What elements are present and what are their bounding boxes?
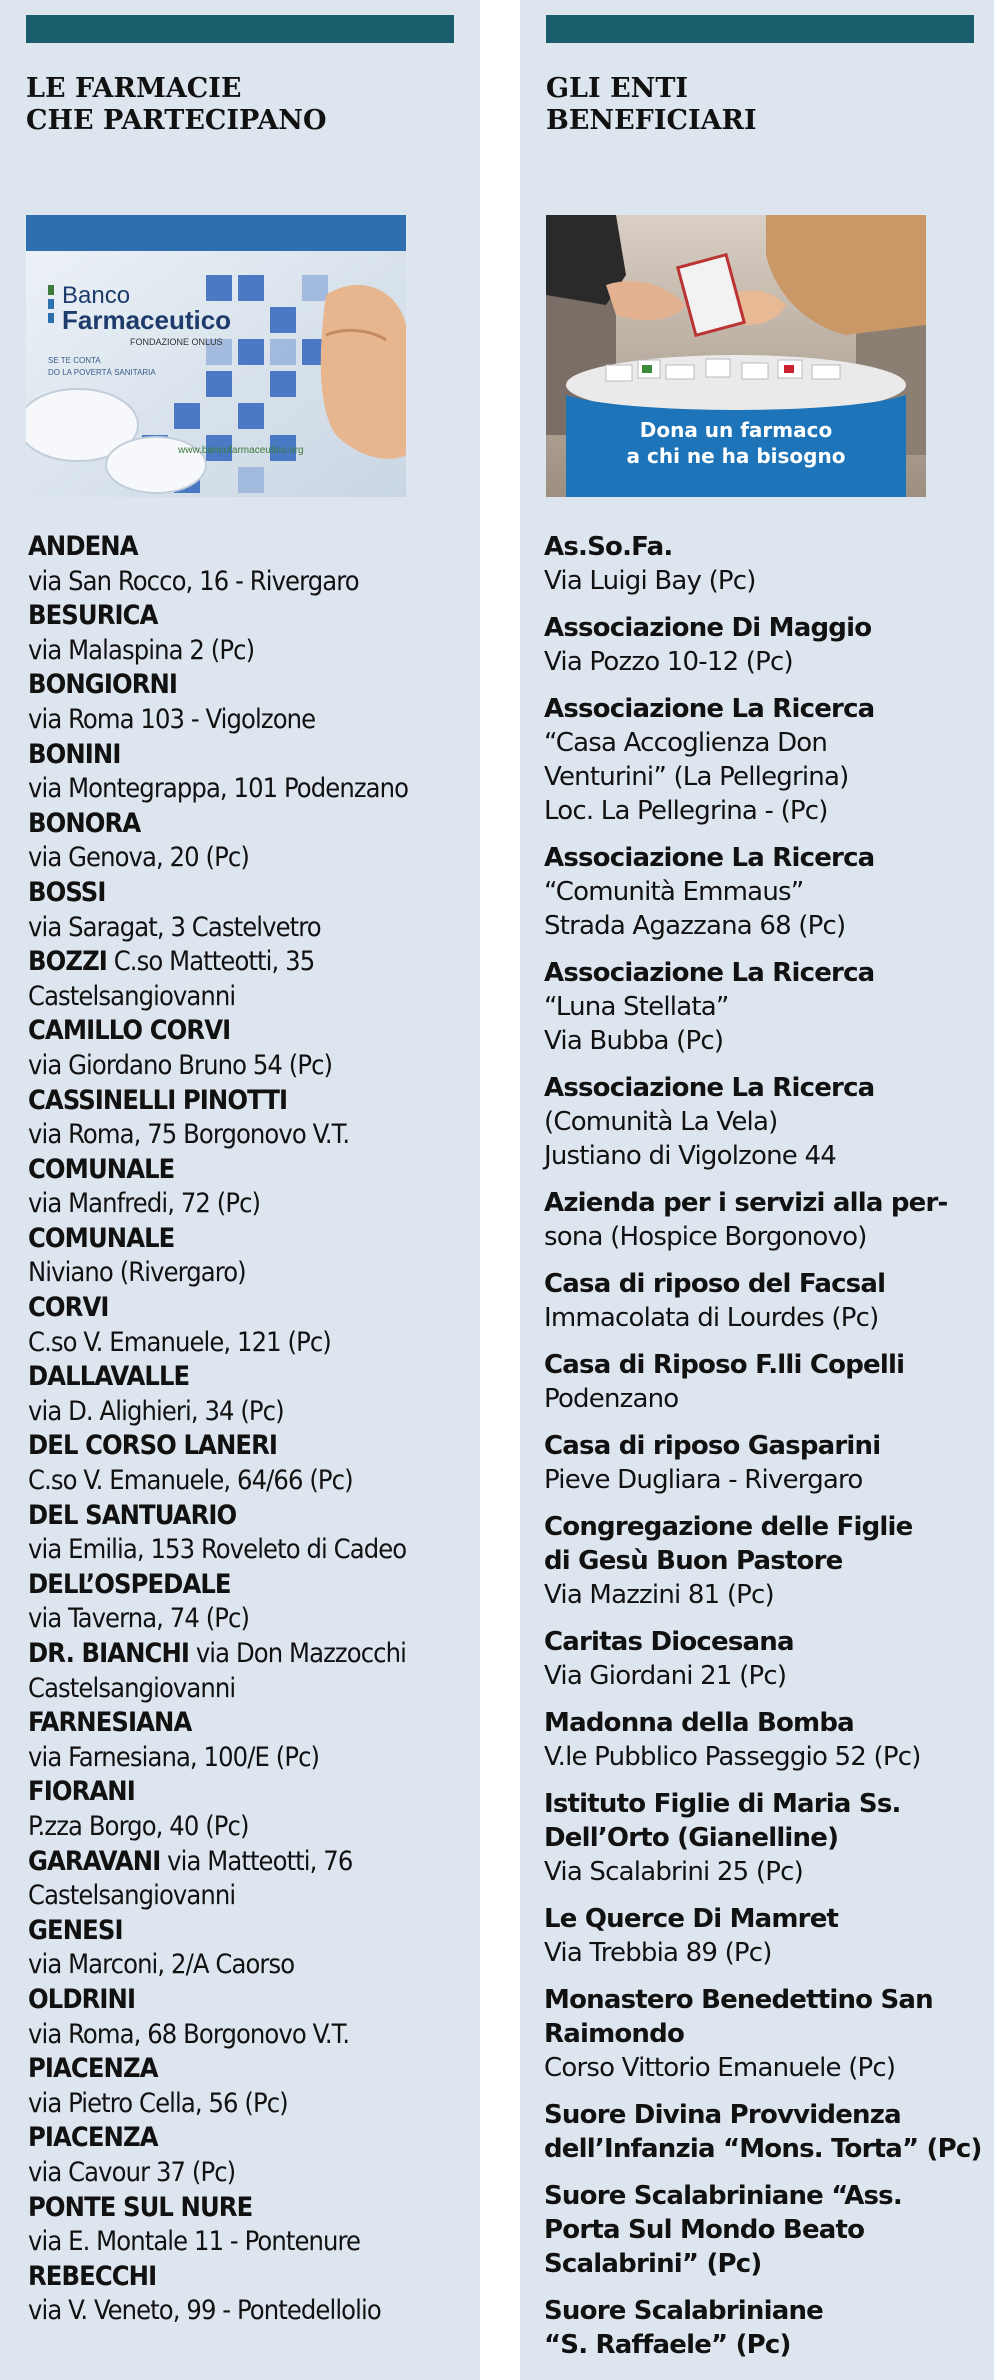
brand-line2: Farmaceutico	[62, 305, 232, 335]
pharmacy-name: GARAVANI	[28, 1845, 161, 1877]
beneficiary-name: Caritas Diocesana	[544, 1627, 794, 1657]
beneficiary-address: Venturini” (La Pellegrina)	[544, 762, 849, 792]
pharmacy-address: C.so V. Emanuele, 64/66 (Pc)	[28, 1465, 353, 1497]
pharmacy-address: via Emilia, 153 Roveleto di Cadeo	[28, 1534, 407, 1566]
pharmacy-name: FARNESIANA	[28, 1707, 192, 1739]
pharmacy-address: via E. Montale 11 - Pontenure	[28, 2226, 361, 2258]
heading-line: CHE PARTECIPANO	[26, 105, 327, 136]
pharmacy-address: via Roma 103 - Vigolzone	[28, 703, 316, 735]
beneficiary-name: Associazione La Ricerca	[544, 958, 875, 988]
pharmacy-name: BONGIORNI	[28, 669, 178, 701]
beneficiary-address: sona (Hospice Borgonovo)	[544, 1222, 867, 1252]
beneficiary-name: Associazione La Ricerca	[544, 1073, 875, 1103]
pharmacy-name: ANDENA	[28, 531, 138, 562]
beneficiary-name: Suore Divina Provvidenza	[544, 2100, 901, 2130]
beneficiary-entry	[544, 530, 984, 598]
beneficiary-name: Casa di riposo del Facsal	[544, 1269, 886, 1299]
pharmacy-address: via Roma, 68 Borgonovo V.T.	[28, 2018, 350, 2050]
beneficiary-address: Via Bubba (Pc)	[544, 1026, 724, 1056]
beneficiary-address: Corso Vittorio Emanuele (Pc)	[544, 2053, 896, 2083]
beneficiary-entry	[544, 611, 984, 679]
beneficiary-entry	[544, 1983, 984, 2085]
beneficiary-entry	[544, 956, 984, 1058]
pharmacy-address: via Marconi, 2/A Caorso	[28, 1949, 295, 1981]
pharmacy-address: Niviano (Rivergaro)	[28, 1257, 246, 1289]
pharmacy-address: via Roma, 75 Borgonovo V.T.	[28, 1119, 350, 1151]
beneficiary-name: As.So.Fa.	[544, 532, 673, 562]
pharmacy-name: DEL CORSO LANERI	[28, 1430, 278, 1462]
beneficiary-name: Istituto Figlie di Maria Ss.	[544, 1789, 901, 1819]
beneficiary-entry	[544, 2294, 984, 2362]
pharmacy-address: Castelsangiovanni	[28, 1880, 236, 1912]
pharmacies-heading	[26, 73, 446, 137]
pharmacy-address: via Matteotti, 76	[160, 1845, 353, 1877]
heading-line: LE FARMACIE	[26, 73, 242, 104]
beneficiary-address: “Comunità Emmaus”	[544, 877, 804, 907]
pharmacy-address: via Manfredi, 72 (Pc)	[28, 1188, 261, 1220]
pharmacy-address: via Saragat, 3 Castelvetro	[28, 911, 321, 943]
beneficiary-address: Justiano di Vigolzone 44	[544, 1141, 836, 1171]
beneficiary-name: Associazione La Ricerca	[544, 694, 875, 724]
pharmacy-name: BOZZI	[28, 946, 107, 978]
beneficiary-name: Porta Sul Mondo Beato	[544, 2215, 865, 2245]
beneficiary-name: Scalabrini” (Pc)	[544, 2249, 762, 2279]
pharmacy-name: BOSSI	[28, 876, 106, 908]
pharmacy-address: C.so V. Emanuele, 121 (Pc)	[28, 1326, 331, 1358]
pharmacy-name: DELL’OSPEDALE	[28, 1568, 231, 1600]
pharmacy-name: DR. BIANCHI	[28, 1638, 190, 1669]
beneficiary-entry	[544, 692, 984, 828]
beneficiary-name: Suore Scalabriniane “Ass.	[544, 2181, 902, 2211]
pharmacy-name: REBECCHI	[28, 2260, 157, 2292]
beneficiary-entry	[544, 1071, 984, 1173]
pharmacy-name: PONTE SUL NURE	[28, 2191, 253, 2223]
beneficiary-address: Via Scalabrini 25 (Pc)	[544, 1857, 803, 1887]
beneficiary-entry	[544, 1625, 984, 1693]
pharmacy-name: CAMILLO CORVI	[28, 1015, 231, 1047]
pharmacy-address: P.zza Borgo, 40 (Pc)	[28, 1810, 249, 1842]
pharmacy-address: Castelsangiovanni	[28, 1672, 236, 1704]
pharmacy-name: COMUNALE	[28, 1222, 175, 1254]
pharmacy-name: PIACENZA	[28, 2053, 158, 2085]
beneficiary-entry	[544, 1429, 984, 1497]
beneficiary-name: Congregazione delle Figlie	[544, 1512, 913, 1542]
beneficiary-entry	[544, 2179, 984, 2281]
beneficiary-name: Casa di riposo Gasparini	[544, 1431, 881, 1461]
brand-sub: FONDAZIONE ONLUS	[130, 337, 223, 347]
banner-line2: a chi ne ha bisogno	[626, 444, 846, 468]
beneficiary-name: Associazione Di Maggio	[544, 613, 872, 643]
beneficiary-entry	[544, 1510, 984, 1612]
pharmacy-name: BONINI	[28, 738, 121, 770]
pharmacy-entry-inline	[28, 1637, 468, 1672]
pharmacy-address: via Cavour 37 (Pc)	[28, 2156, 236, 2188]
beneficiary-list	[544, 530, 984, 2375]
pharmacy-name: CASSINELLI PINOTTI	[28, 1084, 288, 1116]
beneficiary-name: Associazione La Ricerca	[544, 843, 875, 873]
pharmacy-name: BESURICA	[28, 600, 158, 632]
pharmacy-name: COMUNALE	[28, 1153, 175, 1185]
beneficiary-address: Via Giordani 21 (Pc)	[544, 1661, 787, 1691]
beneficiaries-heading	[546, 73, 966, 137]
pharmacy-name: DALLAVALLE	[28, 1361, 190, 1393]
pharmacy-address: via Farnesiana, 100/E (Pc)	[28, 1741, 320, 1773]
pharmacy-address: via San Rocco, 16 - Rivergaro	[28, 565, 359, 597]
beneficiary-name: dell’Infanzia “Mons. Torta” (Pc)	[544, 2134, 982, 2164]
donation-photo	[546, 215, 926, 497]
beneficiary-address: Strada Agazzana 68 (Pc)	[544, 911, 846, 941]
pharmacy-name: BONORA	[28, 807, 141, 839]
beneficiary-name: Dell’Orto (Gianelline)	[544, 1823, 839, 1853]
beneficiary-name: Azienda per i servizi alla per-	[544, 1188, 948, 1218]
beneficiary-name: Casa di Riposo F.lli Copelli	[544, 1350, 905, 1380]
tag-line2: DO LA POVERTÀ SANITARIA	[48, 368, 156, 377]
beneficiary-name: di Gesù Buon Pastore	[544, 1546, 843, 1576]
pharmacy-name: GENESI	[28, 1914, 123, 1946]
beneficiary-name: Raimondo	[544, 2019, 685, 2049]
beneficiary-name: “S. Raffaele” (Pc)	[544, 2330, 791, 2360]
beneficiary-address: Via Trebbia 89 (Pc)	[544, 1938, 772, 1968]
banner-line1: Dona un farmaco	[639, 418, 833, 442]
banco-farmaceutico-photo	[26, 215, 406, 497]
pharmacy-name: OLDRINI	[28, 1983, 136, 2015]
beneficiary-entry	[544, 1787, 984, 1889]
beneficiary-name: Monastero Benedettino San	[544, 1985, 933, 2015]
pharmacy-address: via Giordano Bruno 54 (Pc)	[28, 1049, 333, 1081]
pharmacy-name: FIORANI	[28, 1776, 135, 1808]
pharmacy-address: via D. Alighieri, 34 (Pc)	[28, 1395, 284, 1427]
pharmacies-column	[0, 0, 480, 2380]
beneficiary-entry	[544, 1186, 984, 1254]
pharmacy-address: via Montegrappa, 101 Podenzano	[28, 773, 409, 805]
pharmacy-entry-inline	[28, 945, 468, 980]
beneficiary-name: Le Querce Di Mamret	[544, 1904, 839, 1934]
beneficiary-address: Podenzano	[544, 1384, 679, 1414]
beneficiary-entry	[544, 1267, 984, 1335]
pharmacy-address: via Pietro Cella, 56 (Pc)	[28, 2087, 288, 2119]
pharmacy-name: DEL SANTUARIO	[28, 1499, 237, 1531]
url-text: www.bancofarmaceutico.org	[178, 445, 304, 456]
heading-line: BENEFICIARI	[546, 105, 757, 136]
beneficiary-name: Suore Scalabriniane	[544, 2296, 824, 2326]
section-bar	[546, 15, 974, 43]
beneficiary-entry	[544, 1902, 984, 1970]
brand-line1: Banco	[62, 282, 131, 309]
pharmacy-entry-inline	[28, 1845, 468, 1880]
pharmacy-address: via Don Mazzocchi	[189, 1638, 406, 1669]
beneficiary-name: Madonna della Bomba	[544, 1708, 854, 1738]
pharmacy-address: Castelsangiovanni	[28, 980, 236, 1012]
beneficiary-address: (Comunità La Vela)	[544, 1107, 778, 1137]
beneficiary-address: Immacolata di Lourdes (Pc)	[544, 1303, 879, 1333]
pharmacy-address: via Taverna, 74 (Pc)	[28, 1603, 250, 1635]
beneficiary-address: “Luna Stellata”	[544, 992, 729, 1022]
beneficiary-address: Via Pozzo 10-12 (Pc)	[544, 647, 793, 677]
pharmacy-address: via Malaspina 2 (Pc)	[28, 634, 255, 666]
beneficiaries-column	[520, 0, 994, 2380]
tag-line1: SE TE CONTA	[48, 356, 101, 365]
beneficiary-entry	[544, 2098, 984, 2166]
beneficiary-address: Loc. La Pellegrina - (Pc)	[544, 796, 828, 826]
beneficiary-address: “Casa Accoglienza Don	[544, 728, 828, 758]
pharmacy-list	[28, 530, 468, 2329]
beneficiary-address: Via Luigi Bay (Pc)	[544, 566, 756, 596]
beneficiary-address: Pieve Dugliara - Rivergaro	[544, 1465, 863, 1495]
beneficiary-entry	[544, 1348, 984, 1416]
beneficiary-entry	[544, 841, 984, 943]
beneficiary-address: V.le Pubblico Passeggio 52 (Pc)	[544, 1742, 921, 1772]
pharmacy-address: via Genova, 20 (Pc)	[28, 842, 249, 874]
pharmacy-address: C.so Matteotti, 35	[106, 946, 315, 978]
pharmacy-name: CORVI	[28, 1292, 109, 1324]
pharmacy-name: PIACENZA	[28, 2122, 158, 2154]
section-bar	[26, 15, 454, 43]
pharmacy-address: via V. Veneto, 99 - Pontedellolio	[28, 2295, 381, 2327]
beneficiary-entry	[544, 1706, 984, 1774]
beneficiary-address: Via Mazzini 81 (Pc)	[544, 1580, 774, 1610]
heading-line: GLI ENTI	[546, 73, 689, 104]
